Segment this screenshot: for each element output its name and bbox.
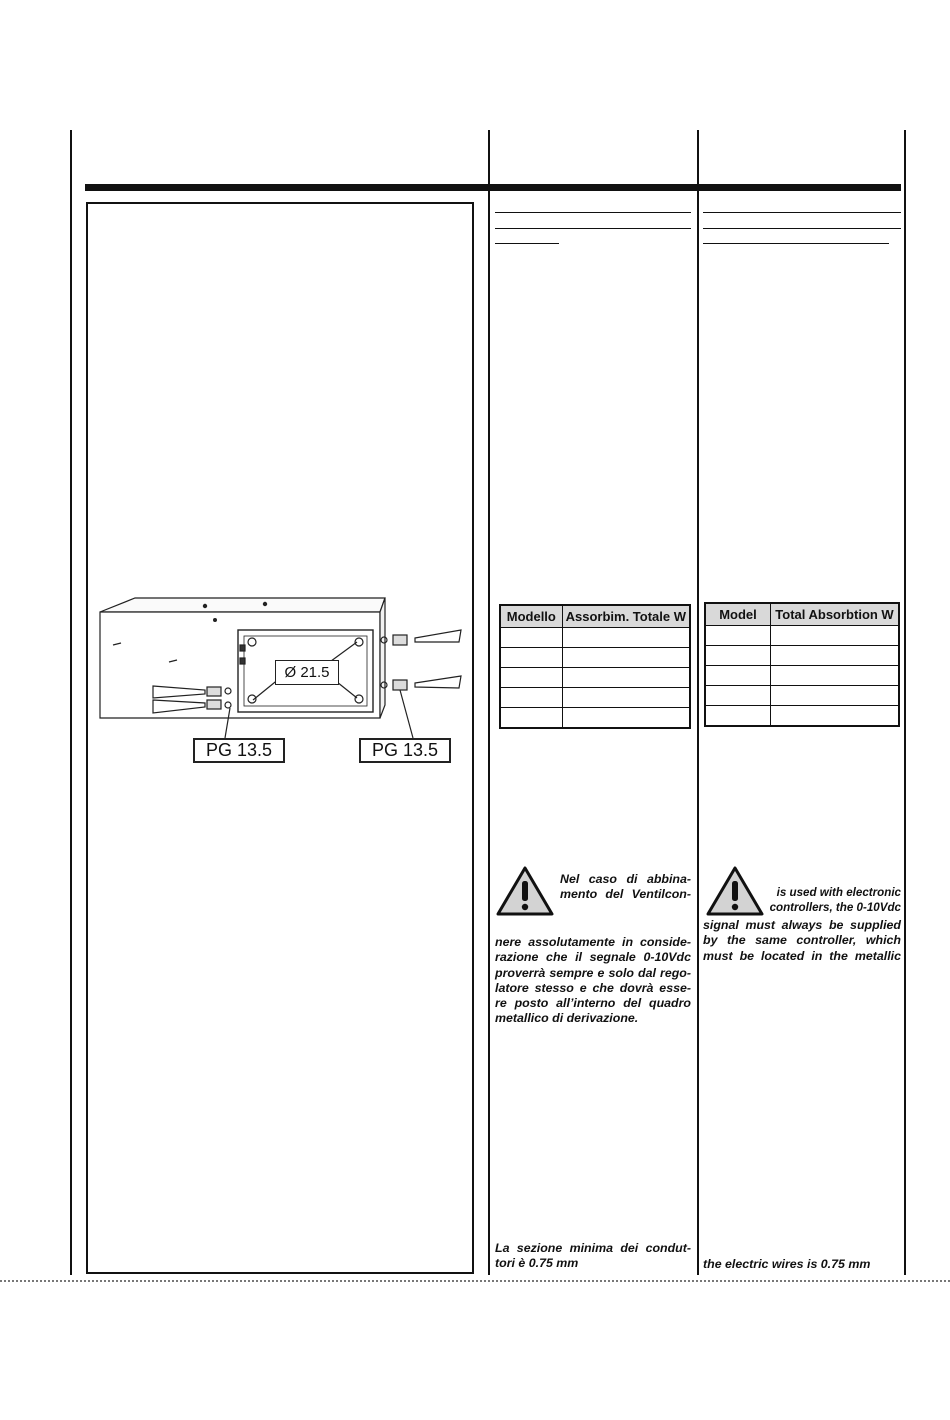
- table-row: [705, 646, 899, 666]
- it-warning-side-text: Nel caso di abbina- mento del Ventilcon-: [560, 872, 691, 902]
- column-divider-1: [488, 130, 490, 1275]
- it-table-header-model: Modello: [500, 605, 562, 628]
- en-wire-section-note: the electric wires is 0.75 mm: [703, 1257, 871, 1271]
- table-row: [705, 666, 899, 686]
- en-heading-underline-1: [703, 212, 901, 213]
- table-row: [500, 668, 690, 688]
- it-absorption-table: [499, 604, 691, 729]
- it-heading-underline-1: [495, 212, 691, 213]
- en-heading-underline-3: [703, 243, 889, 244]
- gland-label-right: PG 13.5: [359, 738, 451, 763]
- table-row: [705, 626, 899, 646]
- table-row: [705, 706, 899, 727]
- table-row: [500, 688, 690, 708]
- header-bar: [85, 184, 901, 191]
- it-heading-underline-2: [495, 228, 691, 229]
- en-table-header-model: Model: [705, 603, 771, 626]
- it-heading-underline-3: [495, 243, 559, 244]
- diameter-label: Ø 21.5: [275, 660, 339, 685]
- table-row: [705, 686, 899, 706]
- table-row: [500, 648, 690, 668]
- en-heading-underline-2: [703, 228, 901, 229]
- en-absorption-table: [704, 602, 900, 727]
- en-warning-body: signal must always be supplied by the same controller, which must be located in the metallic: [703, 918, 901, 963]
- warning-icon: [496, 866, 554, 916]
- it-wire-section-note: La sezione minima dei condut- tori è 0.75 mm: [495, 1241, 691, 1271]
- left-margin-rule: [70, 130, 72, 1275]
- gland-label-left: PG 13.5: [193, 738, 285, 763]
- en-table-header-absorption: Total Absorbtion W: [771, 603, 900, 626]
- en-warning-side-text: is used with electronic controllers, the 0-10Vdc: [769, 886, 901, 915]
- it-table-header-absorption: Assorbim. Totale W: [562, 605, 690, 628]
- it-warning-body: nere assolutamente in conside- razione che il segnale 0-10Vdc proverrà sempre e solo dal rego- latore stesso e che dovrà esse- re posto all’interno del quadro metallico di derivazione.: [495, 935, 691, 1026]
- table-row: [500, 708, 690, 729]
- warning-icon: [706, 866, 764, 916]
- dotted-separator: [0, 1280, 950, 1282]
- table-row: [500, 628, 690, 648]
- right-margin-rule: [904, 130, 906, 1275]
- column-divider-2: [697, 130, 699, 1275]
